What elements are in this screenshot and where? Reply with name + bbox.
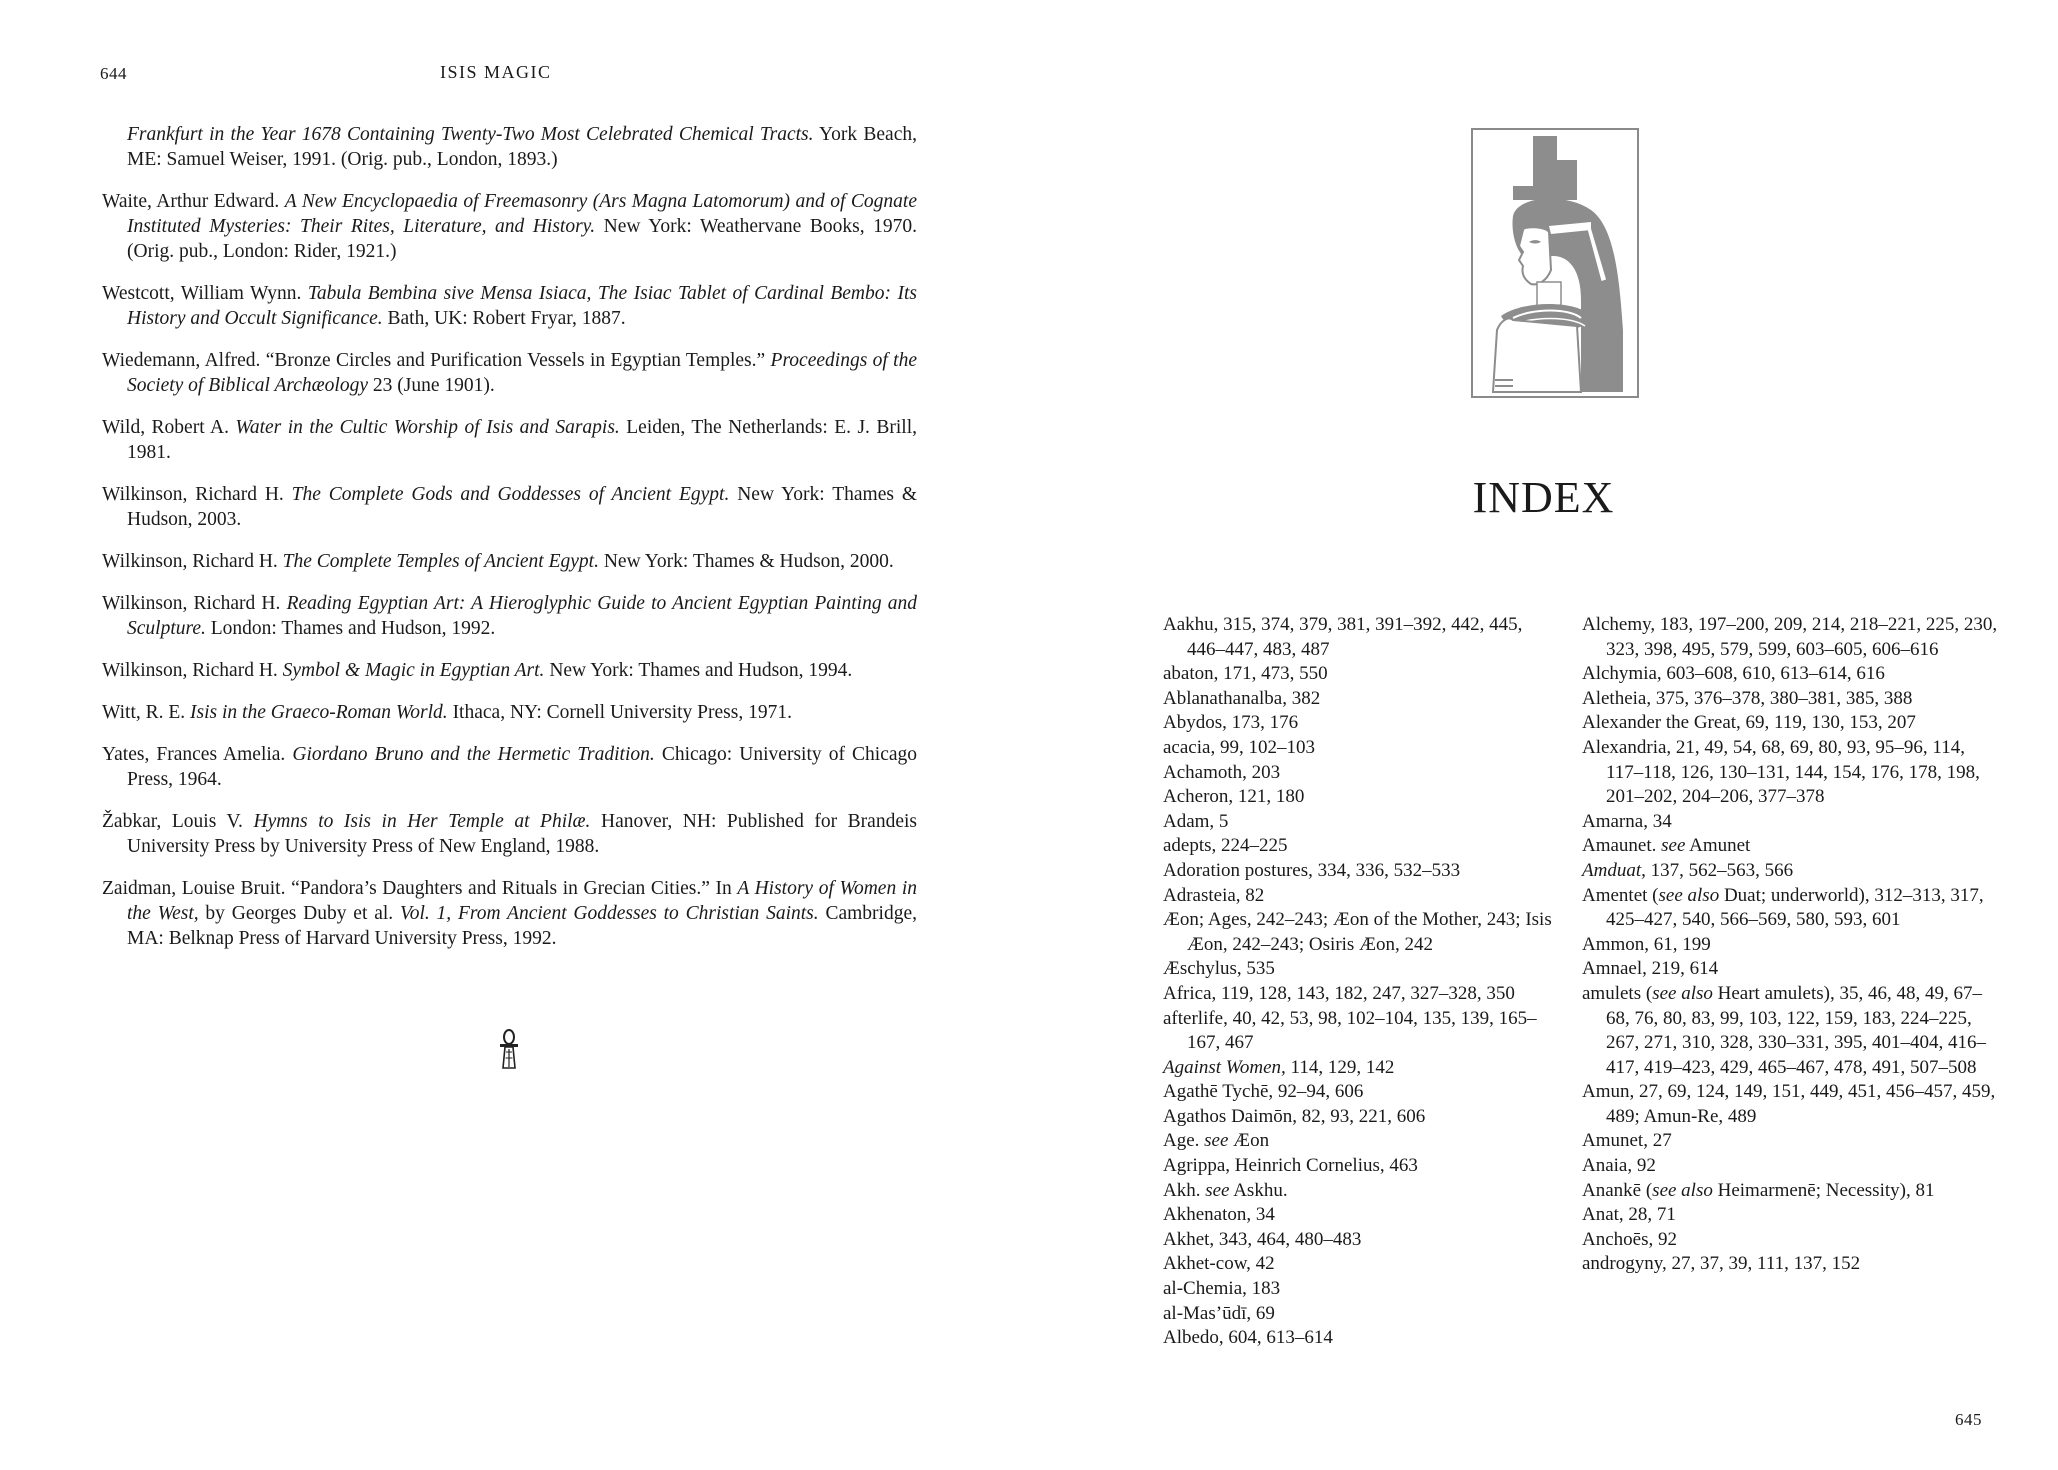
index-text: Amun, 27, 69, 124, 149, 151, 449, 451, 456–457, 459, 489; Amun-Re, 489: [1582, 1081, 1996, 1127]
index-text: Adoration postures, 334, 336, 532–533: [1163, 859, 1461, 881]
index-text: Anchoēs, 92: [1582, 1228, 1677, 1250]
entry-text: New York: Thames & Hudson, 2000.: [598, 551, 894, 572]
index-entry: [1163, 1252, 1553, 1277]
bibliography-entry: [102, 281, 917, 331]
entry-text: Zaidman, Louise Bruit. “Pandora’s Daughters and Rituals in Grecian Cities.” In: [102, 878, 738, 899]
index-text: Askhu.: [1229, 1179, 1288, 1201]
index-text: Adrasteia, 82: [1163, 884, 1265, 906]
entry-text: Wild, Robert A.: [102, 417, 236, 438]
index-text: Akhenaton, 34: [1163, 1204, 1275, 1226]
index-entry: [1163, 859, 1553, 884]
index-entry: [1163, 1105, 1553, 1130]
entry-text: New York: Weathervane Books, 1970. (Orig. pub., London: Rider, 1921.): [127, 216, 917, 262]
index-text: Heimarmenē; Necessity), 81: [1712, 1179, 1935, 1201]
work-title: Frankfurt in the Year 1678 Containing Twenty-Two Most Celebrated Chemical Tracts.: [127, 124, 814, 145]
work-title: The Complete Gods and Goddesses of Ancient Egypt.: [291, 484, 730, 505]
index-text: abaton, 171, 473, 550: [1163, 663, 1328, 685]
index-entry: [1582, 1203, 2002, 1228]
page-number-right: 645: [1955, 1410, 1982, 1429]
index-text: Anat, 28, 71: [1582, 1204, 1676, 1226]
index-entry: [1163, 1129, 1553, 1154]
index-entry: [1163, 1228, 1553, 1253]
index-text: Duat; underworld), 312–313, 317, 425–427, 540, 566–569, 580, 593, 601: [1606, 884, 1984, 931]
index-column-1: [1163, 613, 1553, 1351]
index-italic-text: see: [1205, 1179, 1230, 1201]
work-title: Tabula Bembina sive Mensa Isiaca, The Isiac Tablet of Cardinal Bembo: Its History and Occult Significance.: [127, 283, 917, 329]
index-text: Acheron, 121, 180: [1163, 786, 1305, 808]
bibliography-entry: [102, 348, 917, 398]
entry-text: London: Thames and Hudson, 1992.: [205, 618, 496, 639]
entry-text: 23 (June 1901).: [368, 375, 495, 396]
running-head: ISIS MAGIC: [440, 62, 552, 82]
index-entry: [1582, 982, 2002, 1080]
index-entry: [1582, 662, 2002, 687]
entry-text: New York: Thames and Hudson, 1994.: [544, 660, 853, 681]
index-entry: [1582, 957, 2002, 982]
entry-text: Yates, Frances Amelia.: [102, 744, 293, 765]
index-text: Albedo, 604, 613–614: [1163, 1327, 1333, 1349]
right-page: [1029, 0, 2058, 1470]
index-text: Æon: [1228, 1130, 1270, 1152]
index-text: 137, 562–563, 566: [1645, 859, 1794, 881]
index-entry: [1582, 884, 2002, 933]
entry-text: Westcott, William Wynn.: [102, 283, 308, 304]
index-text: Akhet, 343, 464, 480–483: [1163, 1228, 1362, 1250]
index-text: Alexandria, 21, 49, 54, 68, 69, 80, 93, 95–96, 114, 117–118, 126, 130–131, 144, 154, 176, 178, 198, 201–202, 204–206, 377–378: [1582, 736, 1980, 808]
work-title: Proceedings of the Society of Biblical Archæology: [127, 350, 917, 396]
bibliography-entry: [102, 700, 917, 725]
index-entry: [1163, 1056, 1553, 1081]
index-entry: [1163, 662, 1553, 687]
entry-text: Witt, R. E.: [102, 702, 191, 723]
isis-portrait-icon: [1473, 130, 1637, 396]
index-text: al-Chemia, 183: [1163, 1278, 1281, 1300]
index-entry: [1163, 1007, 1553, 1056]
work-title: Symbol & Magic in Egyptian Art.: [282, 660, 545, 681]
index-text: Agrippa, Heinrich Cornelius, 463: [1163, 1155, 1418, 1177]
index-text: Æon; Ages, 242–243; Æon of the Mother, 243; Isis Æon, 242–243; Osiris Æon, 242: [1163, 909, 1552, 955]
bibliography-entry: [102, 876, 917, 951]
index-text: Abydos, 173, 176: [1163, 712, 1299, 734]
index-entry: [1582, 1252, 2002, 1277]
entry-text: Wiedemann, Alfred. “Bronze Circles and Purification Vessels in Egyptian Temples.”: [102, 350, 771, 371]
index-text: Ablanathanalba, 382: [1163, 687, 1321, 709]
work-title: Hymns to Isis in Her Temple at Philæ.: [253, 811, 591, 832]
index-entry: [1163, 1326, 1553, 1351]
index-text: Heart amulets), 35, 46, 48, 49, 67–68, 76, 80, 83, 99, 103, 122, 159, 183, 224–225, 267, 271, 310, 328, 330–331, 395, 401–404, 416–417, 419–423, 429, 465–467, 478, 491, 507–508: [1606, 982, 1986, 1078]
index-entry: [1163, 1302, 1553, 1327]
index-text: Æschylus, 535: [1163, 958, 1275, 980]
index-text: Anaia, 92: [1582, 1155, 1656, 1177]
index-text: Amunet: [1685, 835, 1751, 857]
index-text: amulets (: [1582, 982, 1653, 1004]
index-entry: [1582, 933, 2002, 958]
index-entry: [1163, 834, 1553, 859]
bibliography-entry: [102, 549, 917, 574]
index-entry: [1582, 1129, 2002, 1154]
entry-text: Wilkinson, Richard H.: [102, 484, 292, 505]
index-entry: [1163, 736, 1553, 761]
work-title: The Complete Temples of Ancient Egypt.: [282, 551, 599, 572]
index-text: Ammon, 61, 199: [1582, 933, 1711, 955]
bibliography-entry: [102, 189, 917, 264]
index-entry: [1582, 1179, 2002, 1204]
bibliography-entry: [102, 122, 917, 172]
index-italic-text: see: [1204, 1130, 1229, 1152]
work-title: A New Encyclopaedia of Freemasonry (Ars Magna Latomorum) and of Cognate Instituted Mysteries: Their Rites, Literature, and History.: [127, 191, 917, 237]
bibliography-entry: [102, 658, 917, 683]
entry-text: Hanover, NH: Published for Brandeis University Press by University Press of New England, 1988.: [127, 811, 917, 857]
isis-portrait-frame: [1471, 128, 1639, 398]
index-entry: [1163, 810, 1553, 835]
index-text: Amnael, 219, 614: [1582, 958, 1719, 980]
index-text: Africa, 119, 128, 143, 182, 247, 327–328, 350: [1163, 982, 1515, 1004]
work-title: Isis in the Graeco-Roman World.: [190, 702, 448, 723]
index-entry: [1163, 1277, 1553, 1302]
index-entry: [1163, 1203, 1553, 1228]
index-text: Adam, 5: [1163, 810, 1229, 832]
index-text: Anankē (: [1582, 1179, 1653, 1201]
index-entry: [1163, 785, 1553, 810]
page-number-left: 644: [100, 64, 127, 83]
index-italic-text: see also: [1652, 982, 1713, 1004]
index-italic-text: see also: [1658, 884, 1720, 906]
index-text: Amarna, 34: [1582, 810, 1672, 832]
entry-text: Leiden, The Netherlands: E. J. Brill, 1981.: [127, 417, 917, 463]
index-entry: [1582, 711, 2002, 736]
index-text: Aakhu, 315, 374, 379, 381, 391–392, 442, 445, 446–447, 483, 487: [1163, 614, 1523, 660]
entry-text: Wilkinson, Richard H.: [102, 660, 283, 681]
work-title: Water in the Cultic Worship of Isis and Sarapis.: [235, 417, 620, 438]
index-text: Alexander the Great, 69, 119, 130, 153, 207: [1582, 712, 1916, 734]
entry-text: New York: Thames & Hudson, 2003.: [127, 484, 918, 530]
index-text: Achamoth, 203: [1163, 761, 1281, 783]
index-text: acacia, 99, 102–103: [1163, 736, 1315, 758]
index-text: Akh.: [1163, 1179, 1206, 1201]
index-text: Alchymia, 603–608, 610, 613–614, 616: [1582, 663, 1885, 685]
index-italic-text: Against Women,: [1163, 1056, 1286, 1078]
index-entry: [1582, 1154, 2002, 1179]
entry-text: Chicago: University of Chicago Press, 1964.: [127, 744, 917, 790]
entry-text: Bath, UK: Robert Fryar, 1887.: [382, 308, 626, 329]
work-title: Giordano Bruno and the Hermetic Tradition.: [292, 744, 655, 765]
index-text: Aletheia, 375, 376–378, 380–381, 385, 388: [1582, 687, 1913, 709]
index-text: Amunet, 27: [1582, 1130, 1672, 1152]
bibliography-entry: [102, 591, 917, 641]
index-text: afterlife, 40, 42, 53, 98, 102–104, 135, 139, 165–167, 467: [1163, 1007, 1537, 1054]
index-entry: [1582, 736, 2002, 810]
index-text: adepts, 224–225: [1163, 835, 1288, 857]
index-entry: [1163, 687, 1553, 712]
work-title: Reading Egyptian Art: A Hieroglyphic Guide to Ancient Egyptian Painting and Sculpture.: [127, 593, 917, 639]
index-entry: [1163, 711, 1553, 736]
entry-text: Wilkinson, Richard H.: [102, 593, 287, 614]
bibliography-entry: [102, 809, 917, 859]
index-text: Agathē Tychē, 92–94, 606: [1163, 1081, 1364, 1103]
work-title: A History of Women in the West,: [127, 878, 917, 924]
index-entry: [1163, 957, 1553, 982]
entry-text: Žabkar, Louis V.: [102, 811, 254, 832]
index-text: 114, 129, 142: [1285, 1056, 1395, 1078]
work-title: Vol. 1, From Ancient Goddesses to Christian Saints.: [399, 903, 819, 924]
index-entry: [1163, 982, 1553, 1007]
index-entry: [1582, 1080, 2002, 1129]
index-text: Akhet-cow, 42: [1163, 1253, 1275, 1275]
index-text: al-Mas’ūdī, 69: [1163, 1302, 1275, 1324]
ankh-ornament-icon: [497, 1028, 521, 1072]
index-column-2: [1582, 613, 2002, 1277]
index-entry: [1163, 1154, 1553, 1179]
index-text: Amaunet.: [1582, 835, 1662, 857]
entry-text: Wilkinson, Richard H.: [102, 551, 283, 572]
index-entry: [1163, 884, 1553, 909]
entry-text: Cambridge, MA: Belknap Press of Harvard University Press, 1992.: [127, 903, 917, 949]
index-text: Alchemy, 183, 197–200, 209, 214, 218–221, 225, 230, 323, 398, 495, 579, 599, 603–605, 606–616: [1582, 614, 1998, 660]
index-entry: [1582, 687, 2002, 712]
index-text: Amentet (: [1582, 884, 1659, 906]
index-entry: [1163, 908, 1553, 957]
bibliography-list: [102, 122, 917, 968]
bibliography-entry: [102, 482, 917, 532]
index-italic-text: Amduat,: [1582, 859, 1646, 881]
index-entry: [1582, 834, 2002, 859]
index-text: Age.: [1163, 1130, 1205, 1152]
index-text: Agathos Daimōn, 82, 93, 221, 606: [1163, 1105, 1426, 1127]
index-entry: [1582, 613, 2002, 662]
bibliography-entry: [102, 415, 917, 465]
bibliography-entry: [102, 742, 917, 792]
entry-text: Ithaca, NY: Cornell University Press, 1971.: [447, 702, 792, 723]
index-entry: [1582, 859, 2002, 884]
entry-text: York Beach, ME: Samuel Weiser, 1991. (Orig. pub., London, 1893.): [127, 124, 917, 170]
index-title: INDEX: [1472, 473, 1615, 522]
index-text: androgyny, 27, 37, 39, 111, 137, 152: [1582, 1253, 1861, 1275]
index-italic-text: see: [1661, 835, 1686, 857]
index-entry: [1582, 1228, 2002, 1253]
index-entry: [1163, 1080, 1553, 1105]
index-italic-text: see also: [1652, 1179, 1713, 1201]
entry-text: by Georges Duby et al.: [198, 903, 400, 924]
index-entry: [1163, 613, 1553, 662]
index-entry: [1582, 810, 2002, 835]
entry-text: Waite, Arthur Edward.: [102, 191, 285, 212]
index-entry: [1163, 1179, 1553, 1204]
index-entry: [1163, 761, 1553, 786]
